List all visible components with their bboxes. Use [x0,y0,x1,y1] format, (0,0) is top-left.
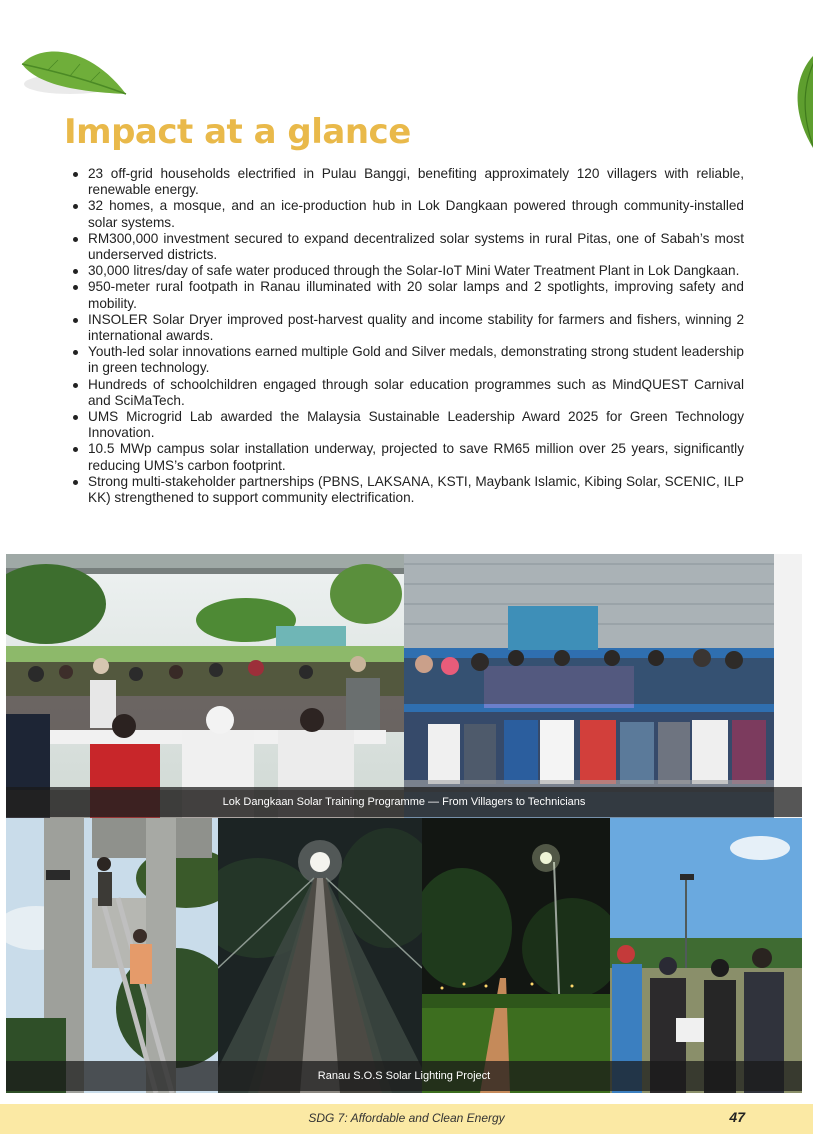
list-item: Strong multi-stakeholder partnerships (PBNS, LAKSANA, KSTI, Maybank Islamic, Kibing Solar, SCENIC, ILP KK) strengthened to support community electrification. [88,473,744,506]
list-item: 23 off-grid households electrified in Pulau Banggi, benefiting approximately 120 villagers with reliable, renewable energy. [88,166,744,198]
footer-section-title: SDG 7: Affordable and Clean Energy [308,1111,505,1125]
lighting-photo-bridge [218,818,422,1093]
leaf-icon [18,42,130,102]
lighting-photo-pole [6,818,218,1093]
page-title: Impact at a glance [64,112,411,152]
list-item: 30,000 litres/day of safe water produced through the Solar-IoT Mini Water Treatment Plant in Lok Dangkaan. [88,263,744,279]
list-item: RM300,000 investment secured to expand decentralized solar systems in rural Pitas, one of Sabah’s most underserved districts. [88,230,744,263]
lighting-photo-team [610,818,802,1093]
impact-list [64,166,744,506]
list-item: Youth-led solar innovations earned multiple Gold and Silver medals, demonstrating strong student leadership in green technology. [88,344,744,376]
list-item: UMS Microgrid Lab awarded the Malaysia Sustainable Leadership Award 2025 for Green Technology Innovation. [88,409,744,441]
list-item: 32 homes, a mosque, and an ice-production hub in Lok Dangkaan powered through community-installed solar systems. [88,198,744,230]
lighting-photo-path [422,818,610,1093]
page-number: 47 [729,1109,745,1125]
page-footer [0,1104,813,1134]
list-item: 950-meter rural footpath in Ranau illuminated with 20 solar lamps and 2 spotlights, improving safety and mobility. [88,279,744,311]
training-photo-right [404,554,802,818]
list-item: 10.5 MWp campus solar installation underway, projected to save RM65 million over 25 years, significantly reducing UMS’s carbon footprint. [88,441,744,473]
list-item: Hundreds of schoolchildren engaged through solar education programmes such as MindQUEST Carnival and SciMaTech. [88,376,744,408]
leaf-icon [787,52,813,148]
photo-caption: Ranau S.O.S Solar Lighting Project [6,1061,802,1091]
list-item: INSOLER Solar Dryer improved post-harvest quality and income stability for farmers and fishers, winning 2 international awards. [88,311,744,344]
photo-caption: Lok Dangkaan Solar Training Programme — From Villagers to Technicians [6,787,802,817]
training-photo-left [6,554,404,818]
